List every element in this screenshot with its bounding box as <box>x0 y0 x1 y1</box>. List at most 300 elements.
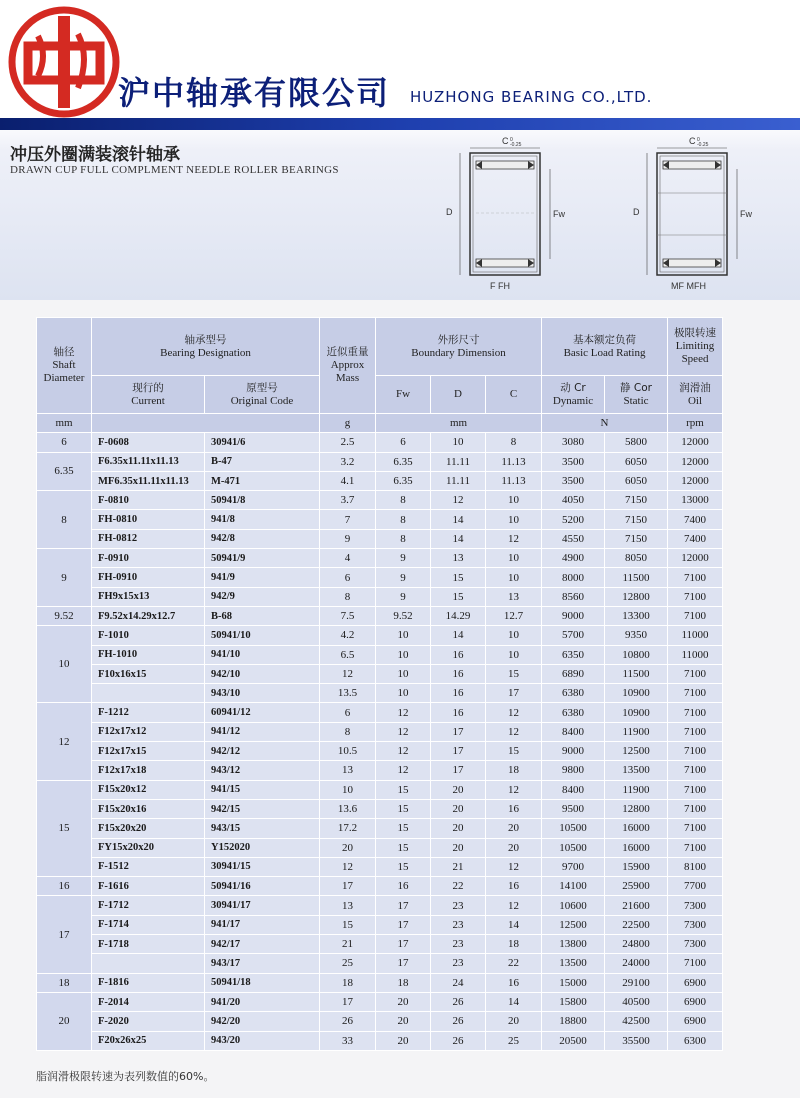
shaft-diameter-cell: 6.35 <box>37 452 92 491</box>
oil-speed-cell: 7300 <box>668 896 723 915</box>
fw-cell: 10 <box>376 684 431 703</box>
fw-cell: 17 <box>376 935 431 954</box>
d-cell: 11.11 <box>431 452 486 471</box>
original-cell: 942/8 <box>205 529 320 548</box>
company-name-en: HUZHONG BEARING CO.,LTD. <box>410 88 653 106</box>
d-cell: 20 <box>431 819 486 838</box>
shaft-diameter-cell: 10 <box>37 626 92 703</box>
table-row <box>37 780 723 799</box>
current-cell: F-1512 <box>92 857 205 876</box>
current-cell: F-1010 <box>92 626 205 645</box>
header-speed: 极限转速 Limiting Speed <box>668 318 723 376</box>
original-cell: 30941/17 <box>205 896 320 915</box>
table-row <box>37 857 723 876</box>
d-cell: 20 <box>431 838 486 857</box>
d-cell: 21 <box>431 857 486 876</box>
header-dynamic: 动 Cr Dynamic <box>542 376 605 414</box>
table-row <box>37 549 723 568</box>
fw-cell: 17 <box>376 954 431 973</box>
fw-cell: 6 <box>376 433 431 452</box>
d-cell: 26 <box>431 992 486 1011</box>
c-cell: 12 <box>486 529 542 548</box>
dynamic-cell: 4550 <box>542 529 605 548</box>
d-cell: 14 <box>431 529 486 548</box>
d-cell: 13 <box>431 549 486 568</box>
static-cell: 6050 <box>605 452 668 471</box>
c-cell: 12 <box>486 857 542 876</box>
table-row <box>37 954 723 973</box>
table-row <box>37 935 723 954</box>
d-cell: 20 <box>431 799 486 818</box>
dim-c-tol: -0.25 <box>510 142 522 148</box>
dynamic-cell: 3500 <box>542 452 605 471</box>
original-cell: 60941/12 <box>205 703 320 722</box>
static-cell: 24800 <box>605 935 668 954</box>
current-cell: F-1718 <box>92 935 205 954</box>
mass-cell: 13 <box>320 896 376 915</box>
unit-shaft: mm <box>37 414 92 433</box>
original-cell: 50941/18 <box>205 973 320 992</box>
table-row <box>37 722 723 741</box>
oil-speed-cell: 12000 <box>668 471 723 490</box>
static-cell: 10900 <box>605 703 668 722</box>
static-cell: 42500 <box>605 1012 668 1031</box>
c-cell: 10 <box>486 626 542 645</box>
oil-speed-cell: 12000 <box>668 433 723 452</box>
dynamic-cell: 9800 <box>542 761 605 780</box>
table-row <box>37 973 723 992</box>
oil-speed-cell: 7100 <box>668 606 723 625</box>
original-cell: B-68 <box>205 606 320 625</box>
mass-cell: 12 <box>320 664 376 683</box>
mass-cell: 13.5 <box>320 684 376 703</box>
dynamic-cell: 13800 <box>542 935 605 954</box>
fw-cell: 18 <box>376 973 431 992</box>
oil-speed-cell: 7100 <box>668 742 723 761</box>
static-cell: 22500 <box>605 915 668 934</box>
current-cell: F6.35x11.11x11.13 <box>92 452 205 471</box>
fw-cell: 12 <box>376 742 431 761</box>
table-row <box>37 529 723 548</box>
oil-speed-cell: 6900 <box>668 973 723 992</box>
current-cell: F-1212 <box>92 703 205 722</box>
diagram-label-f-fh: F FH <box>490 281 510 291</box>
d-cell: 17 <box>431 761 486 780</box>
d-cell: 22 <box>431 877 486 896</box>
original-cell: 50941/9 <box>205 549 320 568</box>
oil-speed-cell: 6900 <box>668 1012 723 1031</box>
oil-speed-cell: 7700 <box>668 877 723 896</box>
unit-load: N <box>542 414 668 433</box>
fw-cell: 15 <box>376 799 431 818</box>
oil-speed-cell: 7100 <box>668 722 723 741</box>
original-cell: 943/17 <box>205 954 320 973</box>
dynamic-cell: 6350 <box>542 645 605 664</box>
dim-c-label: C <box>502 136 509 146</box>
original-cell: 941/15 <box>205 780 320 799</box>
dynamic-cell: 4900 <box>542 549 605 568</box>
mass-cell: 26 <box>320 1012 376 1031</box>
oil-speed-cell: 7100 <box>668 568 723 587</box>
fw-cell: 9 <box>376 549 431 568</box>
fw-cell: 15 <box>376 819 431 838</box>
mass-cell: 13.6 <box>320 799 376 818</box>
current-cell: F-0608 <box>92 433 205 452</box>
original-cell: 50941/16 <box>205 877 320 896</box>
original-cell: 50941/8 <box>205 491 320 510</box>
header-oil: 润滑油 Oil <box>668 376 723 414</box>
table-row <box>37 1012 723 1031</box>
table-row <box>37 761 723 780</box>
original-cell: 942/9 <box>205 587 320 606</box>
c-cell: 13 <box>486 587 542 606</box>
current-cell: F-1616 <box>92 877 205 896</box>
d-cell: 24 <box>431 973 486 992</box>
mass-cell: 4.1 <box>320 471 376 490</box>
shaft-diameter-cell: 17 <box>37 896 92 973</box>
fw-cell: 10 <box>376 664 431 683</box>
current-cell: FH-0812 <box>92 529 205 548</box>
oil-speed-cell: 6300 <box>668 1031 723 1050</box>
original-cell: 30941/15 <box>205 857 320 876</box>
shaft-diameter-cell: 18 <box>37 973 92 992</box>
fw-cell: 15 <box>376 838 431 857</box>
dynamic-cell: 18800 <box>542 1012 605 1031</box>
original-cell: 942/17 <box>205 935 320 954</box>
shaft-diameter-cell: 16 <box>37 877 92 896</box>
oil-speed-cell: 11000 <box>668 645 723 664</box>
table-row <box>37 838 723 857</box>
diagram-label-mf-mfh: MF MFH <box>671 281 706 291</box>
header-c: C <box>486 376 542 414</box>
oil-speed-cell: 7100 <box>668 761 723 780</box>
mass-cell: 25 <box>320 954 376 973</box>
d-cell: 16 <box>431 645 486 664</box>
dynamic-cell: 4050 <box>542 491 605 510</box>
current-cell: F15x20x16 <box>92 799 205 818</box>
table-row <box>37 819 723 838</box>
c-cell: 10 <box>486 568 542 587</box>
c-cell: 12 <box>486 896 542 915</box>
original-cell: 941/9 <box>205 568 320 587</box>
static-cell: 5800 <box>605 433 668 452</box>
static-cell: 29100 <box>605 973 668 992</box>
dynamic-cell: 5200 <box>542 510 605 529</box>
mass-cell: 8 <box>320 722 376 741</box>
current-cell: F15x20x20 <box>92 819 205 838</box>
dim-c-tol: -0.25 <box>697 142 709 148</box>
static-cell: 7150 <box>605 510 668 529</box>
d-cell: 23 <box>431 935 486 954</box>
fw-cell: 9 <box>376 568 431 587</box>
dynamic-cell: 10500 <box>542 819 605 838</box>
table-row <box>37 684 723 703</box>
table-row <box>37 491 723 510</box>
static-cell: 11500 <box>605 664 668 683</box>
d-cell: 12 <box>431 491 486 510</box>
table-row <box>37 915 723 934</box>
static-cell: 21600 <box>605 896 668 915</box>
d-cell: 16 <box>431 703 486 722</box>
mass-cell: 3.2 <box>320 452 376 471</box>
original-cell: 50941/10 <box>205 626 320 645</box>
oil-speed-cell: 7100 <box>668 799 723 818</box>
original-cell: 943/12 <box>205 761 320 780</box>
oil-speed-cell: 12000 <box>668 549 723 568</box>
oil-speed-cell: 7100 <box>668 819 723 838</box>
table-row <box>37 452 723 471</box>
mass-cell: 12 <box>320 857 376 876</box>
original-cell: 941/20 <box>205 992 320 1011</box>
mass-cell: 8 <box>320 587 376 606</box>
c-cell: 20 <box>486 819 542 838</box>
d-cell: 23 <box>431 915 486 934</box>
static-cell: 11900 <box>605 780 668 799</box>
current-cell: F-1712 <box>92 896 205 915</box>
c-cell: 10 <box>486 510 542 529</box>
mass-cell: 10.5 <box>320 742 376 761</box>
static-cell: 11500 <box>605 568 668 587</box>
d-cell: 26 <box>431 1031 486 1050</box>
current-cell: F12x17x18 <box>92 761 205 780</box>
fw-cell: 20 <box>376 1012 431 1031</box>
original-cell: 942/20 <box>205 1012 320 1031</box>
oil-speed-cell: 7100 <box>668 703 723 722</box>
dynamic-cell: 8400 <box>542 780 605 799</box>
dynamic-cell: 15000 <box>542 973 605 992</box>
c-cell: 8 <box>486 433 542 452</box>
d-cell: 14 <box>431 510 486 529</box>
oil-speed-cell: 6900 <box>668 992 723 1011</box>
dim-c-tol-top: 0 <box>697 137 700 143</box>
dynamic-cell: 9000 <box>542 742 605 761</box>
dynamic-cell: 8560 <box>542 587 605 606</box>
shaft-diameter-cell: 9 <box>37 549 92 607</box>
current-cell: F10x16x15 <box>92 664 205 683</box>
current-cell <box>92 684 205 703</box>
original-cell: 941/12 <box>205 722 320 741</box>
bearing-diagram-f-fh <box>440 135 570 295</box>
c-cell: 14 <box>486 992 542 1011</box>
current-cell: F-2020 <box>92 1012 205 1031</box>
table-row <box>37 742 723 761</box>
dynamic-cell: 3080 <box>542 433 605 452</box>
original-cell: 941/8 <box>205 510 320 529</box>
current-cell: F12x17x12 <box>92 722 205 741</box>
static-cell: 16000 <box>605 838 668 857</box>
c-cell: 12.7 <box>486 606 542 625</box>
static-cell: 12800 <box>605 587 668 606</box>
fw-cell: 15 <box>376 780 431 799</box>
mass-cell: 2.5 <box>320 433 376 452</box>
fw-cell: 10 <box>376 626 431 645</box>
current-cell: F-1714 <box>92 915 205 934</box>
d-cell: 16 <box>431 664 486 683</box>
dynamic-cell: 6380 <box>542 684 605 703</box>
d-cell: 16 <box>431 684 486 703</box>
header-mass: 近似重量 Approx Mass <box>320 318 376 414</box>
oil-speed-cell: 12000 <box>668 452 723 471</box>
static-cell: 10800 <box>605 645 668 664</box>
d-cell: 15 <box>431 568 486 587</box>
table-row <box>37 433 723 452</box>
mass-cell: 17.2 <box>320 819 376 838</box>
header-d: D <box>431 376 486 414</box>
c-cell: 16 <box>486 799 542 818</box>
fw-cell: 8 <box>376 510 431 529</box>
original-cell: 943/10 <box>205 684 320 703</box>
fw-cell: 8 <box>376 529 431 548</box>
bearing-spec-table <box>36 317 723 1051</box>
oil-speed-cell: 7100 <box>668 664 723 683</box>
table-row <box>37 664 723 683</box>
mass-cell: 6.5 <box>320 645 376 664</box>
current-cell: FY15x20x20 <box>92 838 205 857</box>
table-row <box>37 510 723 529</box>
original-cell: 30941/6 <box>205 433 320 452</box>
mass-cell: 6 <box>320 703 376 722</box>
table-row <box>37 587 723 606</box>
mass-cell: 18 <box>320 973 376 992</box>
static-cell: 13300 <box>605 606 668 625</box>
static-cell: 24000 <box>605 954 668 973</box>
mass-cell: 20 <box>320 838 376 857</box>
dim-c-tol-top: 0 <box>510 137 513 143</box>
c-cell: 20 <box>486 838 542 857</box>
oil-speed-cell: 7300 <box>668 915 723 934</box>
table-row <box>37 645 723 664</box>
d-cell: 23 <box>431 954 486 973</box>
dim-c-label: C <box>689 136 696 146</box>
table-row <box>37 877 723 896</box>
fw-cell: 12 <box>376 761 431 780</box>
unit-speed: rpm <box>668 414 723 433</box>
mass-cell: 3.7 <box>320 491 376 510</box>
c-cell: 12 <box>486 703 542 722</box>
table-row <box>37 703 723 722</box>
dynamic-cell: 9700 <box>542 857 605 876</box>
oil-speed-cell: 7100 <box>668 954 723 973</box>
current-cell: F-0810 <box>92 491 205 510</box>
c-cell: 10 <box>486 645 542 664</box>
oil-speed-cell: 8100 <box>668 857 723 876</box>
c-cell: 22 <box>486 954 542 973</box>
static-cell: 11900 <box>605 722 668 741</box>
shaft-diameter-cell: 6 <box>37 433 92 452</box>
mass-cell: 15 <box>320 915 376 934</box>
dynamic-cell: 12500 <box>542 915 605 934</box>
spec-table-body <box>37 433 723 1051</box>
mass-cell: 7.5 <box>320 606 376 625</box>
dynamic-cell: 8400 <box>542 722 605 741</box>
table-row <box>37 606 723 625</box>
static-cell: 25900 <box>605 877 668 896</box>
header-band <box>0 118 800 130</box>
static-cell: 16000 <box>605 819 668 838</box>
dynamic-cell: 6380 <box>542 703 605 722</box>
dynamic-cell: 10600 <box>542 896 605 915</box>
oil-speed-cell: 7100 <box>668 780 723 799</box>
header-designation: 轴承型号 Bearing Designation <box>92 318 320 376</box>
c-cell: 15 <box>486 742 542 761</box>
fw-cell: 17 <box>376 915 431 934</box>
oil-speed-cell: 7400 <box>668 510 723 529</box>
table-row <box>37 992 723 1011</box>
header-load-rating: 基本额定负荷 Basic Load Rating <box>542 318 668 376</box>
table-row <box>37 471 723 490</box>
table-row <box>37 568 723 587</box>
static-cell: 35500 <box>605 1031 668 1050</box>
section-title-en: DRAWN CUP FULL COMPLMENT NEEDLE ROLLER BEARINGS <box>10 164 339 176</box>
static-cell: 10900 <box>605 684 668 703</box>
fw-cell: 6.35 <box>376 471 431 490</box>
d-cell: 17 <box>431 722 486 741</box>
d-cell: 14 <box>431 626 486 645</box>
dim-fw-label: Fw <box>553 209 565 219</box>
current-cell: F15x20x12 <box>92 780 205 799</box>
dynamic-cell: 9500 <box>542 799 605 818</box>
dynamic-cell: 13500 <box>542 954 605 973</box>
shaft-diameter-cell: 8 <box>37 491 92 549</box>
header-fw: Fw <box>376 376 431 414</box>
d-cell: 10 <box>431 433 486 452</box>
header-current: 现行的 Current <box>92 376 205 414</box>
header-shaft: 轴径 Shaft Diameter <box>37 318 92 414</box>
dynamic-cell: 10500 <box>542 838 605 857</box>
bearing-diagram-mf-mfh <box>627 135 757 295</box>
header-static: 静 Cor Static <box>605 376 668 414</box>
shaft-diameter-cell: 20 <box>37 992 92 1050</box>
oil-speed-cell: 7400 <box>668 529 723 548</box>
current-cell: FH-0810 <box>92 510 205 529</box>
fw-cell: 16 <box>376 877 431 896</box>
fw-cell: 9.52 <box>376 606 431 625</box>
current-cell: F9.52x14.29x12.7 <box>92 606 205 625</box>
original-cell: B-47 <box>205 452 320 471</box>
c-cell: 10 <box>486 491 542 510</box>
fw-cell: 15 <box>376 857 431 876</box>
current-cell: MF6.35x11.11x11.13 <box>92 471 205 490</box>
fw-cell: 10 <box>376 645 431 664</box>
dynamic-cell: 8000 <box>542 568 605 587</box>
mass-cell: 33 <box>320 1031 376 1050</box>
company-name-cn: 沪中轴承有限公司 <box>118 74 391 112</box>
unit-designation-blank <box>92 414 320 433</box>
current-cell: F-0910 <box>92 549 205 568</box>
d-cell: 20 <box>431 780 486 799</box>
current-cell: F12x17x15 <box>92 742 205 761</box>
mass-cell: 9 <box>320 529 376 548</box>
c-cell: 16 <box>486 973 542 992</box>
d-cell: 23 <box>431 896 486 915</box>
dim-fw-label: Fw <box>740 209 752 219</box>
current-cell: F20x26x25 <box>92 1031 205 1050</box>
fw-cell: 8 <box>376 491 431 510</box>
mass-cell: 13 <box>320 761 376 780</box>
current-cell: F-2014 <box>92 992 205 1011</box>
c-cell: 14 <box>486 915 542 934</box>
fw-cell: 20 <box>376 992 431 1011</box>
d-cell: 17 <box>431 742 486 761</box>
c-cell: 18 <box>486 761 542 780</box>
header-boundary-dimension: 外形尺寸 Boundary Dimension <box>376 318 542 376</box>
static-cell: 13500 <box>605 761 668 780</box>
section-title-cn: 冲压外圈满装滚针轴承 <box>10 145 180 165</box>
table-row <box>37 1031 723 1050</box>
mass-cell: 10 <box>320 780 376 799</box>
c-cell: 11.13 <box>486 452 542 471</box>
static-cell: 12500 <box>605 742 668 761</box>
